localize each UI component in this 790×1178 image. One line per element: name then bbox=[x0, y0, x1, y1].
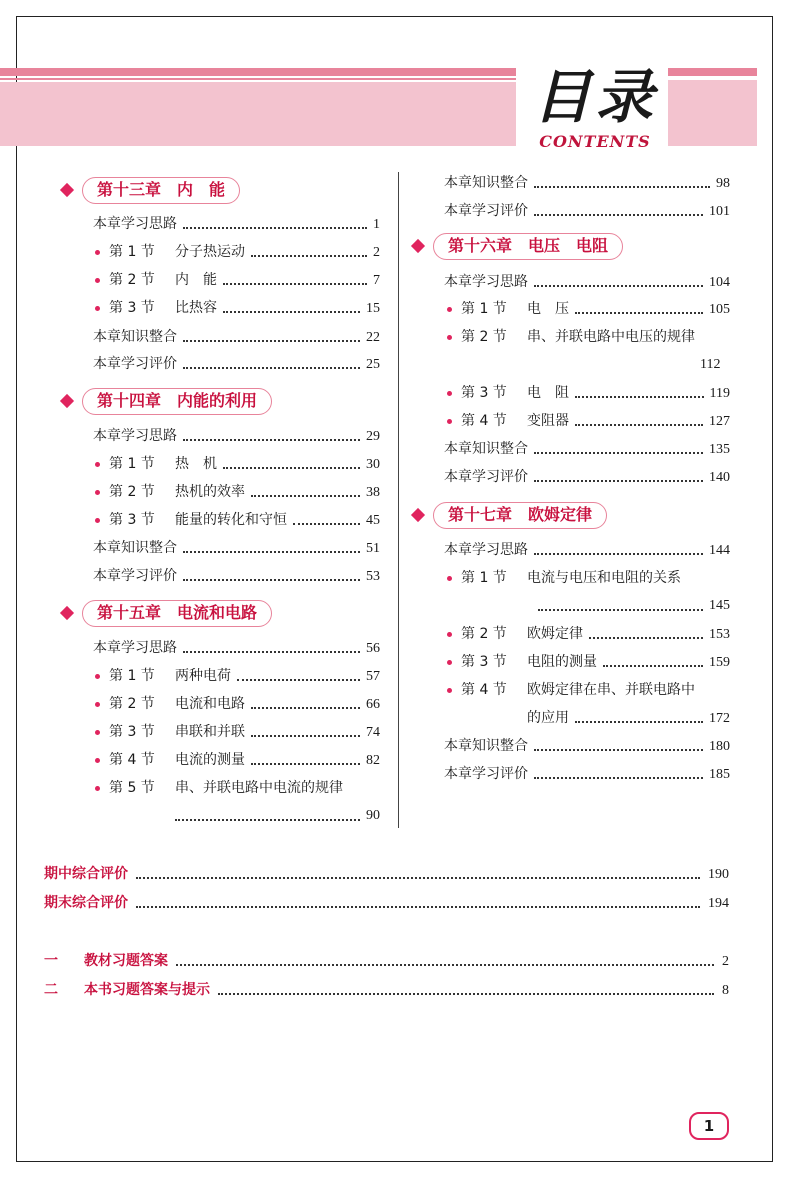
toc-entry[interactable] bbox=[93, 537, 380, 559]
answers-number: 一 bbox=[44, 953, 58, 969]
leader-dots bbox=[183, 567, 360, 581]
section-title: 内 能 bbox=[175, 272, 217, 288]
dot-bullet-icon bbox=[95, 702, 100, 707]
page-subtitle: CONTENTS bbox=[539, 132, 651, 151]
entry-page: 119 bbox=[709, 386, 730, 401]
toc-entry[interactable] bbox=[444, 735, 730, 757]
entry-label: 本章学习思路 bbox=[93, 216, 177, 232]
toc-entry[interactable] bbox=[109, 665, 380, 687]
section-number: 第 2 节 bbox=[461, 626, 507, 642]
toc-entry[interactable] bbox=[109, 749, 380, 771]
toc-entry[interactable] bbox=[109, 721, 380, 743]
section-number: 第 3 节 bbox=[109, 300, 155, 316]
entry-page: 30 bbox=[366, 457, 380, 472]
page-title: 目录 bbox=[532, 63, 657, 131]
column-divider bbox=[398, 172, 399, 828]
entry-label: 本章学习评价 bbox=[444, 203, 528, 219]
toc-entry[interactable] bbox=[109, 509, 380, 531]
section-title: 欧姆定律在串、并联电路中 bbox=[527, 682, 695, 698]
dot-bullet-icon bbox=[95, 758, 100, 763]
answers-title: 本书习题答案与提示 bbox=[84, 982, 210, 998]
entry-page: 51 bbox=[366, 541, 380, 556]
leader-dots bbox=[218, 981, 714, 995]
leader-dots bbox=[534, 202, 703, 216]
entry-page: 98 bbox=[716, 176, 730, 191]
header-stripe-right bbox=[668, 68, 757, 76]
leader-dots bbox=[251, 483, 360, 497]
section-title: 欧姆定律 bbox=[527, 626, 583, 642]
leader-dots bbox=[183, 427, 360, 441]
leader-dots bbox=[183, 639, 360, 653]
leader-dots bbox=[251, 695, 360, 709]
entry-page: 144 bbox=[709, 543, 730, 558]
entry-label: 本章学习评价 bbox=[444, 766, 528, 782]
leader-dots bbox=[223, 455, 360, 469]
chapter-title: 第十六章 电压 电阻 bbox=[433, 233, 623, 260]
section-title: 两种电荷 bbox=[175, 668, 231, 684]
dot-bullet-icon bbox=[95, 278, 100, 283]
evaluation-entry[interactable] bbox=[44, 891, 729, 915]
toc-entry-continuation[interactable] bbox=[527, 707, 730, 729]
section-number: 第 1 节 bbox=[109, 244, 155, 260]
entry-page: 101 bbox=[709, 204, 730, 219]
dot-bullet-icon bbox=[95, 730, 100, 735]
section-number: 第 4 节 bbox=[461, 682, 507, 698]
leader-dots bbox=[183, 215, 367, 229]
entry-page: 153 bbox=[709, 627, 730, 642]
entry-page: 190 bbox=[708, 867, 729, 882]
entry-label: 本章知识整合 bbox=[93, 329, 177, 345]
section-title: 电流的测量 bbox=[175, 752, 245, 768]
section-number: 第 2 节 bbox=[109, 272, 155, 288]
section-title: 热机的效率 bbox=[175, 484, 245, 500]
leader-dots bbox=[534, 468, 703, 482]
entry-page: 8 bbox=[722, 983, 729, 998]
entry-page: 112 bbox=[700, 357, 721, 372]
section-number: 第 4 节 bbox=[109, 752, 155, 768]
leader-dots bbox=[534, 765, 703, 779]
leader-dots bbox=[575, 709, 703, 723]
answers-number: 二 bbox=[44, 982, 58, 998]
leader-dots bbox=[538, 597, 703, 611]
dot-bullet-icon bbox=[447, 307, 452, 312]
entry-label: 本章学习评价 bbox=[93, 568, 177, 584]
dot-bullet-icon bbox=[447, 632, 452, 637]
toc-entry[interactable] bbox=[461, 679, 730, 701]
leader-dots bbox=[251, 243, 367, 257]
leader-dots bbox=[534, 174, 710, 188]
answers-title: 教材习题答案 bbox=[84, 953, 168, 969]
section-number: 第 3 节 bbox=[109, 512, 155, 528]
section-title: 热 机 bbox=[175, 456, 217, 472]
entry-page: 45 bbox=[366, 513, 380, 528]
toc-entry[interactable] bbox=[109, 453, 380, 475]
entry-page: 127 bbox=[709, 414, 730, 429]
entry-page: 38 bbox=[366, 485, 380, 500]
leader-dots bbox=[534, 440, 703, 454]
toc-entry[interactable] bbox=[93, 425, 380, 447]
toc-entry[interactable] bbox=[444, 438, 730, 460]
chapter-title: 第十三章 内 能 bbox=[82, 177, 240, 204]
entry-page: 104 bbox=[709, 275, 730, 290]
section-number: 第 2 节 bbox=[461, 329, 507, 345]
entry-page: 29 bbox=[366, 429, 380, 444]
leader-dots bbox=[575, 412, 703, 426]
dot-bullet-icon bbox=[447, 688, 452, 693]
section-number: 第 3 节 bbox=[109, 724, 155, 740]
entry-label: 本章知识整合 bbox=[444, 738, 528, 754]
entry-label: 本章知识整合 bbox=[444, 441, 528, 457]
entry-page: 180 bbox=[709, 739, 730, 754]
entry-page: 7 bbox=[373, 273, 380, 288]
entry-label: 本章学习思路 bbox=[93, 428, 177, 444]
leader-dots bbox=[589, 625, 703, 639]
section-title: 电阻的测量 bbox=[527, 654, 597, 670]
evaluation-title: 期末综合评价 bbox=[44, 895, 128, 911]
section-title: 电 阻 bbox=[527, 385, 569, 401]
section-title: 串、并联电路中电流的规律 bbox=[175, 780, 343, 796]
toc-entry[interactable] bbox=[444, 271, 730, 293]
entry-label: 本章学习评价 bbox=[93, 356, 177, 372]
dot-bullet-icon bbox=[447, 419, 452, 424]
dot-bullet-icon bbox=[95, 490, 100, 495]
entry-page: 135 bbox=[709, 442, 730, 457]
entry-page: 82 bbox=[366, 753, 380, 768]
evaluation-entry[interactable] bbox=[44, 862, 729, 886]
chapter-title: 第十四章 内能的利用 bbox=[82, 388, 272, 415]
toc-entry[interactable] bbox=[461, 651, 730, 673]
toc-entry[interactable] bbox=[109, 297, 380, 319]
section-title: 电 压 bbox=[527, 301, 569, 317]
dot-bullet-icon bbox=[95, 786, 100, 791]
entry-page: 194 bbox=[708, 896, 729, 911]
leader-dots bbox=[183, 355, 360, 369]
chapter-title: 第十五章 电流和电路 bbox=[82, 600, 272, 627]
entry-page: 172 bbox=[709, 711, 730, 726]
dot-bullet-icon bbox=[447, 660, 452, 665]
entry-page: 2 bbox=[722, 954, 729, 969]
entry-page: 185 bbox=[709, 767, 730, 782]
entry-page: 22 bbox=[366, 330, 380, 345]
chapter-title: 第十七章 欧姆定律 bbox=[433, 502, 607, 529]
section-title: 串联和并联 bbox=[175, 724, 245, 740]
toc-entry[interactable] bbox=[444, 539, 730, 561]
toc-entry[interactable] bbox=[109, 777, 380, 799]
leader-dots bbox=[223, 271, 367, 285]
toc-entry[interactable] bbox=[109, 241, 380, 263]
entry-label: 本章学习思路 bbox=[444, 542, 528, 558]
entry-page: 53 bbox=[366, 569, 380, 584]
leader-dots bbox=[534, 737, 703, 751]
toc-entry-continuation[interactable] bbox=[700, 354, 730, 376]
section-title: 分子热运动 bbox=[175, 244, 245, 260]
leader-dots bbox=[176, 952, 714, 966]
section-title: 能量的转化和守恒 bbox=[175, 512, 287, 528]
leader-dots bbox=[575, 384, 704, 398]
entry-page: 66 bbox=[366, 697, 380, 712]
leader-dots bbox=[575, 300, 703, 314]
toc-entry[interactable] bbox=[444, 200, 730, 222]
toc-entry[interactable] bbox=[461, 382, 730, 404]
section-title: 比热容 bbox=[175, 300, 217, 316]
entry-page: 159 bbox=[709, 655, 730, 670]
toc-entry[interactable] bbox=[93, 326, 380, 348]
dot-bullet-icon bbox=[95, 518, 100, 523]
entry-page: 140 bbox=[709, 470, 730, 485]
dot-bullet-icon bbox=[447, 335, 452, 340]
section-title: 变阻器 bbox=[527, 413, 569, 429]
toc-entry[interactable] bbox=[461, 298, 730, 320]
entry-page: 145 bbox=[709, 598, 730, 613]
toc-entry[interactable] bbox=[93, 565, 380, 587]
evaluation-title: 期中综合评价 bbox=[44, 866, 128, 882]
section-number: 第 3 节 bbox=[461, 654, 507, 670]
section-number: 第 1 节 bbox=[109, 456, 155, 472]
section-number: 第 4 节 bbox=[461, 413, 507, 429]
entry-label: 本章知识整合 bbox=[444, 175, 528, 191]
answers-entry[interactable] bbox=[44, 949, 729, 973]
toc-entry[interactable] bbox=[461, 567, 730, 589]
toc-entry[interactable] bbox=[461, 623, 730, 645]
leader-dots bbox=[251, 751, 360, 765]
leader-dots bbox=[293, 511, 360, 525]
dot-bullet-icon bbox=[95, 674, 100, 679]
section-title: 串、并联电路中电压的规律 bbox=[527, 329, 695, 345]
answers-entry[interactable] bbox=[44, 978, 729, 1002]
section-title: 电流和电路 bbox=[175, 696, 245, 712]
entry-page: 25 bbox=[366, 357, 380, 372]
dot-bullet-icon bbox=[447, 576, 452, 581]
entry-page: 57 bbox=[366, 669, 380, 684]
toc-entry[interactable] bbox=[461, 410, 730, 432]
header-band bbox=[0, 82, 516, 146]
entry-label: 本章学习思路 bbox=[444, 274, 528, 290]
leader-dots bbox=[534, 273, 703, 287]
entry-label: 本章学习评价 bbox=[444, 469, 528, 485]
leader-dots bbox=[237, 667, 360, 681]
toc-entry[interactable] bbox=[109, 693, 380, 715]
section-title-continued: 的应用 bbox=[527, 710, 569, 726]
entry-page: 2 bbox=[373, 245, 380, 260]
entry-label: 本章知识整合 bbox=[93, 540, 177, 556]
toc-entry[interactable] bbox=[109, 269, 380, 291]
page-number-badge: 1 bbox=[689, 1112, 729, 1140]
toc-entry[interactable] bbox=[93, 213, 380, 235]
toc-entry-continuation[interactable] bbox=[175, 805, 380, 827]
toc-entry[interactable] bbox=[93, 353, 380, 375]
toc-entry-continuation[interactable] bbox=[538, 595, 730, 617]
entry-page: 15 bbox=[366, 301, 380, 316]
entry-label: 本章学习思路 bbox=[93, 640, 177, 656]
section-number: 第 2 节 bbox=[109, 696, 155, 712]
entry-page: 90 bbox=[366, 808, 380, 823]
toc-entry[interactable] bbox=[461, 326, 730, 348]
section-number: 第 5 节 bbox=[109, 780, 155, 796]
header-band-right bbox=[668, 80, 757, 146]
toc-entry[interactable] bbox=[444, 763, 730, 785]
toc-entry[interactable] bbox=[444, 466, 730, 488]
dot-bullet-icon bbox=[95, 462, 100, 467]
dot-bullet-icon bbox=[447, 391, 452, 396]
toc-entry[interactable] bbox=[109, 481, 380, 503]
leader-dots bbox=[183, 539, 360, 553]
leader-dots bbox=[136, 865, 700, 879]
leader-dots bbox=[136, 894, 700, 908]
section-number: 第 1 节 bbox=[109, 668, 155, 684]
leader-dots bbox=[251, 723, 360, 737]
toc-entry[interactable] bbox=[444, 172, 730, 194]
dot-bullet-icon bbox=[95, 306, 100, 311]
leader-dots bbox=[223, 299, 360, 313]
entry-page: 74 bbox=[366, 725, 380, 740]
entry-page: 1 bbox=[373, 217, 380, 232]
dot-bullet-icon bbox=[95, 250, 100, 255]
toc-entry[interactable] bbox=[93, 637, 380, 659]
leader-dots bbox=[175, 807, 360, 821]
section-number: 第 2 节 bbox=[109, 484, 155, 500]
section-title: 电流与电压和电阻的关系 bbox=[527, 570, 681, 586]
leader-dots bbox=[534, 541, 703, 555]
section-number: 第 1 节 bbox=[461, 570, 507, 586]
leader-dots bbox=[603, 653, 703, 667]
leader-dots bbox=[183, 328, 360, 342]
entry-page: 105 bbox=[709, 302, 730, 317]
section-number: 第 1 节 bbox=[461, 301, 507, 317]
section-number: 第 3 节 bbox=[461, 385, 507, 401]
entry-page: 56 bbox=[366, 641, 380, 656]
